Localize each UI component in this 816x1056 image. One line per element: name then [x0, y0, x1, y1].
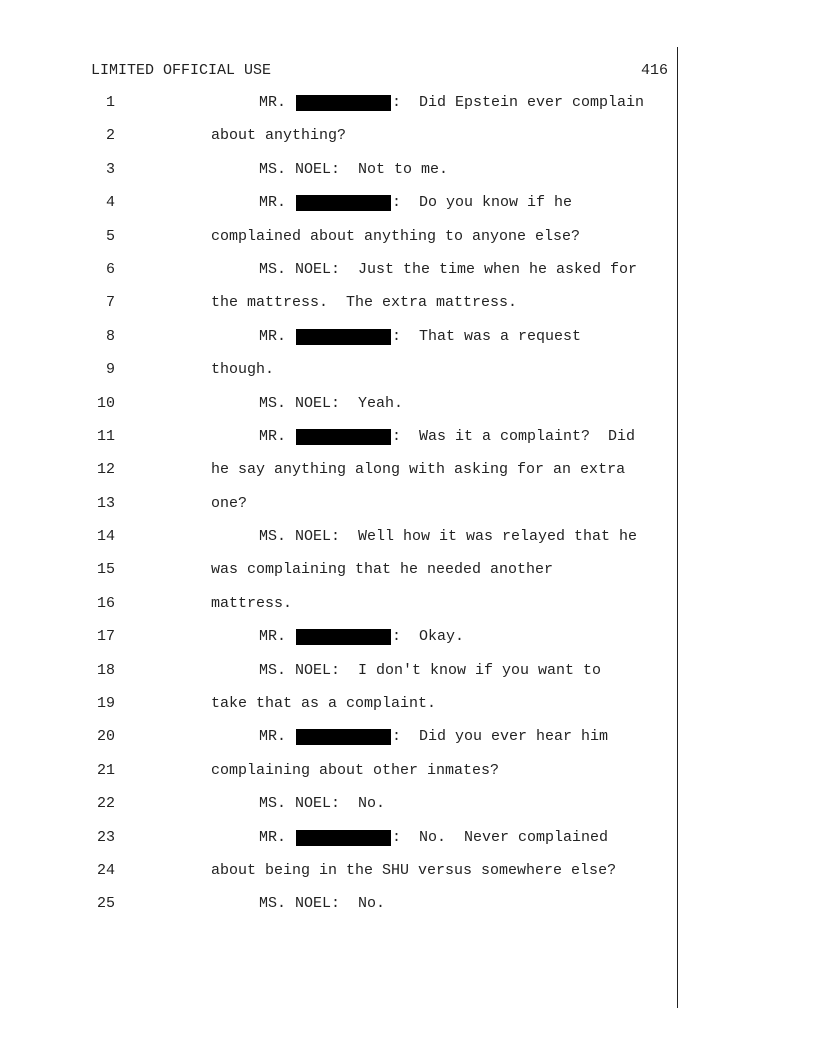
- speaker-prefix: MR.: [259, 628, 287, 646]
- transcript-line: [0, 259, 816, 292]
- line-text: he say anything along with asking for an extra: [211, 461, 626, 479]
- redaction-box: [296, 429, 391, 445]
- line-text: [259, 426, 635, 448]
- line-text: [259, 827, 608, 849]
- transcript-line: [0, 326, 816, 359]
- line-text: [259, 192, 572, 214]
- line-number: 13: [96, 494, 115, 512]
- speaker-prefix: MR.: [259, 728, 287, 746]
- redaction-box: [296, 629, 391, 645]
- line-text: about being in the SHU versus somewhere else?: [211, 861, 617, 879]
- speaker-prefix: MR.: [259, 828, 287, 846]
- transcript-line: [0, 92, 816, 125]
- line-number: 10: [96, 394, 115, 412]
- line-text: [259, 726, 608, 748]
- speech-text: : No. Never complained: [392, 828, 609, 846]
- line-number: 14: [96, 528, 115, 546]
- line-number: 2: [105, 127, 115, 145]
- speaker-prefix: MR.: [259, 94, 287, 111]
- line-text: MS. NOEL: Just the time when he asked for: [259, 260, 638, 278]
- speech-text: : Did you ever hear him: [392, 728, 609, 746]
- transcript-line: [0, 159, 816, 192]
- line-number: 1: [105, 94, 115, 111]
- transcript-line: [0, 192, 816, 225]
- line-text: complaining about other inmates?: [211, 761, 500, 779]
- transcript-body: [0, 92, 816, 927]
- line-text: take that as a complaint.: [211, 695, 437, 713]
- line-number: 19: [96, 695, 115, 713]
- transcript-line: [0, 426, 816, 459]
- transcript-line: [0, 226, 816, 259]
- line-text: complained about anything to anyone else?: [211, 227, 581, 245]
- transcript-line: [0, 760, 816, 793]
- speech-text: : Was it a complaint? Did: [392, 427, 636, 445]
- line-number: 16: [96, 594, 115, 612]
- line-text: the mattress. The extra mattress.: [211, 294, 518, 312]
- redaction-box: [296, 729, 391, 745]
- classification-label: LIMITED OFFICIAL USE: [91, 62, 272, 79]
- transcript-line: [0, 559, 816, 592]
- transcript-line: [0, 493, 816, 526]
- transcript-line: [0, 660, 816, 693]
- line-number: 8: [105, 327, 115, 345]
- line-number: 4: [105, 194, 115, 212]
- line-number: 9: [105, 361, 115, 379]
- line-number: 21: [96, 761, 115, 779]
- speaker-prefix: MR.: [259, 194, 287, 212]
- line-text: [259, 92, 644, 114]
- line-number: 22: [96, 795, 115, 813]
- line-number: 23: [96, 828, 115, 846]
- transcript-line: [0, 125, 816, 158]
- transcript-line: [0, 793, 816, 826]
- line-number: 3: [105, 160, 115, 178]
- speaker-prefix: MR.: [259, 427, 287, 445]
- line-text: [259, 626, 464, 648]
- line-text: MS. NOEL: Not to me.: [259, 160, 449, 178]
- redaction-box: [296, 95, 391, 111]
- redaction-box: [296, 830, 391, 846]
- line-number: 18: [96, 661, 115, 679]
- line-text: MS. NOEL: I don't know if you want to: [259, 661, 602, 679]
- line-text: about anything?: [211, 127, 347, 145]
- line-number: 15: [96, 561, 115, 579]
- transcript-line: [0, 459, 816, 492]
- line-text: MS. NOEL: Well how it was relayed that he: [259, 528, 638, 546]
- line-text: MS. NOEL: No.: [259, 795, 386, 813]
- speaker-prefix: MR.: [259, 327, 287, 345]
- line-number: 7: [105, 294, 115, 312]
- speech-text: : That was a request: [392, 327, 582, 345]
- line-number: 12: [96, 461, 115, 479]
- transcript-line: [0, 292, 816, 325]
- line-number: 17: [96, 628, 115, 646]
- transcript-line: [0, 860, 816, 893]
- line-number: 11: [96, 427, 115, 445]
- redaction-box: [296, 195, 391, 211]
- transcript-line: [0, 693, 816, 726]
- transcript-line: [0, 726, 816, 759]
- line-text: mattress.: [211, 594, 293, 612]
- line-text: was complaining that he needed another: [211, 561, 554, 579]
- line-text: though.: [211, 361, 275, 379]
- line-number: 20: [96, 728, 115, 746]
- transcript-line: [0, 359, 816, 392]
- transcript-line: [0, 893, 816, 926]
- transcript-line: [0, 593, 816, 626]
- line-text: MS. NOEL: No.: [259, 895, 386, 913]
- speech-text: : Did Epstein ever complain: [392, 94, 645, 111]
- redaction-box: [296, 329, 391, 345]
- transcript-line: [0, 626, 816, 659]
- transcript-line: [0, 393, 816, 426]
- line-text: MS. NOEL: Yeah.: [259, 394, 404, 412]
- line-number: 6: [105, 260, 115, 278]
- line-text: [259, 326, 581, 348]
- line-number: 24: [96, 861, 115, 879]
- line-text: one?: [211, 494, 248, 512]
- line-number: 5: [105, 227, 115, 245]
- transcript-line: [0, 827, 816, 860]
- transcript-line: [0, 526, 816, 559]
- page-number: 416: [640, 62, 668, 79]
- line-number: 25: [96, 895, 115, 913]
- speech-text: : Okay.: [392, 628, 465, 646]
- speech-text: : Do you know if he: [392, 194, 573, 212]
- page-header: [91, 60, 668, 82]
